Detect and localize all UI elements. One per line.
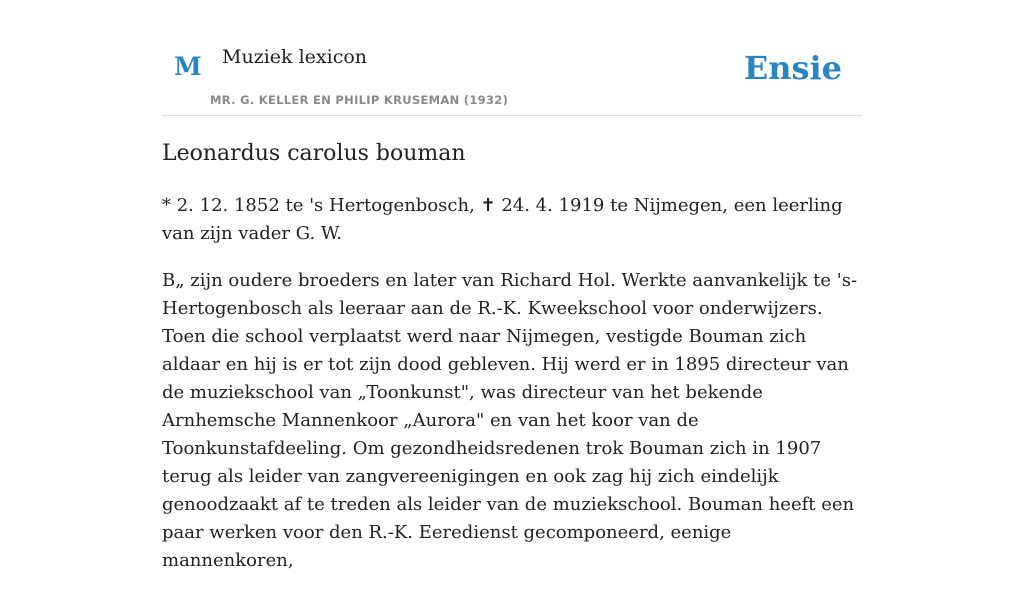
lexicon-logo-letter[interactable]: M [174,52,202,81]
lexicon-title-link[interactable]: Muziek lexicon [222,46,368,68]
entry-content [162,192,864,594]
lexicon-authors: MR. G. KELLER EN PHILIP KRUSEMAN (1932) [210,93,509,107]
entry-paragraph-1: * 2. 12. 1852 te 's Hertogenbosch, ✝ 24. 4. 1919 te Nijmegen, een leerling van zijn vader G. W. [162,195,843,244]
entry-paragraph-2: B„ zijn oudere broeders en later van Richard Hol. Werkte aanvankelijk te 's-Hertogenbosch als leeraar aan de R.-K. Kweekschool voor onderwijzers. Toen die school verplaatst werd naar Nijmegen, vestigde Bouman zich aldaar en hij is er tot zijn dood gebleven. Hij werd er in 1895 directeur van de muziekschool van „Toonkunst", was directeur van het bekende Arnhemsche Mannenkoor „Aurora" en van het koor van de Toonkunstafdeeling. Om gezondheidsredenen trok Bouman zich in 1907 terug als leider van zangvereenigingen en ook zag hij zich eindelijk genoodzaakt af te treden als leider van de muziekschool. Bouman heeft een paar werken voor den R.-K. Eeredienst gecomponeerd, eenige mannenkoren, [162,270,858,571]
entry-title: Leonardus carolus bouman [162,141,466,166]
ensie-logo-link[interactable]: Ensie [743,49,842,87]
lexicon-header [162,40,862,116]
